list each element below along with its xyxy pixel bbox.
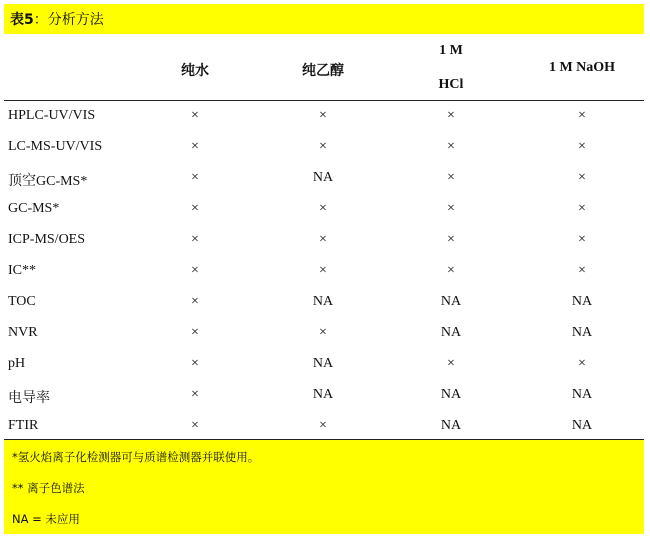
table-cell: × [319,139,327,154]
table-cell: × [578,201,586,216]
table-cell: × [447,170,455,185]
column-header-hcl-line1: 1 M [439,43,463,58]
title-separator: ： [33,12,48,28]
row-label: pH [8,356,26,371]
table-cell: × [191,108,199,123]
table-cell: × [578,108,586,123]
table-cell: × [578,356,586,371]
table-cell: × [191,418,199,433]
table-cell: × [319,263,327,278]
table-cell: × [319,108,327,123]
table-cell: × [191,139,199,154]
table-cell: × [191,232,199,247]
table-cell: NA [571,325,593,340]
row-label: IC** [8,263,36,278]
table-cell: NA [440,418,462,433]
table-cell: × [447,201,455,216]
column-header-pure-ethanol: 纯乙醇 [302,64,344,79]
table-number: 表5 [10,12,34,28]
table-cell: NA [440,294,462,309]
table-title-bar [4,4,644,34]
row-label: ICP-MS/OES [8,232,86,247]
footnote-fid: *氢火焰离子化检测器可与质谱检测器并联使用。 [12,450,260,464]
table-cell: × [191,201,199,216]
table-cell: × [447,356,455,371]
table-cell: NA [440,325,462,340]
table-cell: × [578,232,586,247]
table-cell: × [191,170,199,185]
row-label: LC-MS-UV/VIS [8,139,103,154]
column-header-naoh: 1 M NaOH [548,60,616,75]
table-cell: × [191,294,199,309]
table-title: 分析方法 [47,12,104,28]
row-label: HPLC-UV/VIS [8,108,96,123]
table-cell: NA [571,387,593,402]
row-label: GC-MS* [8,201,60,216]
table-cell: × [191,325,199,340]
footnote-ic: ** 离子色谱法 [12,481,85,495]
column-header-pure-water: 纯水 [181,64,209,79]
table-cell: × [578,263,586,278]
table-cell: × [191,387,199,402]
table-cell: NA [571,294,593,309]
table-cell: NA [312,294,334,309]
column-header-hcl-line2: HCl [438,77,464,92]
table-cell: × [319,232,327,247]
table-cell: × [447,232,455,247]
row-label: FTIR [8,418,39,433]
table-cell: NA [440,387,462,402]
table-cell: × [578,139,586,154]
table-cell: × [319,418,327,433]
table-cell: × [447,139,455,154]
row-label: TOC [8,294,36,309]
table-cell: NA [312,356,334,371]
row-label: 电导率 [8,391,50,406]
table-cell: × [447,263,455,278]
footnote-na: NA = 未应用 [12,512,80,526]
table-cell: × [578,170,586,185]
header-divider [4,100,644,101]
table-cell: × [319,325,327,340]
footnotes-box [4,440,644,534]
row-label: 顶空GC-MS* [8,174,88,189]
table-cell: × [447,108,455,123]
table-cell: NA [571,418,593,433]
row-label: NVR [8,325,38,340]
table-cell: × [191,263,199,278]
table-cell: × [191,356,199,371]
table-cell: × [319,201,327,216]
table-cell: NA [312,387,334,402]
table-cell: NA [312,170,334,185]
